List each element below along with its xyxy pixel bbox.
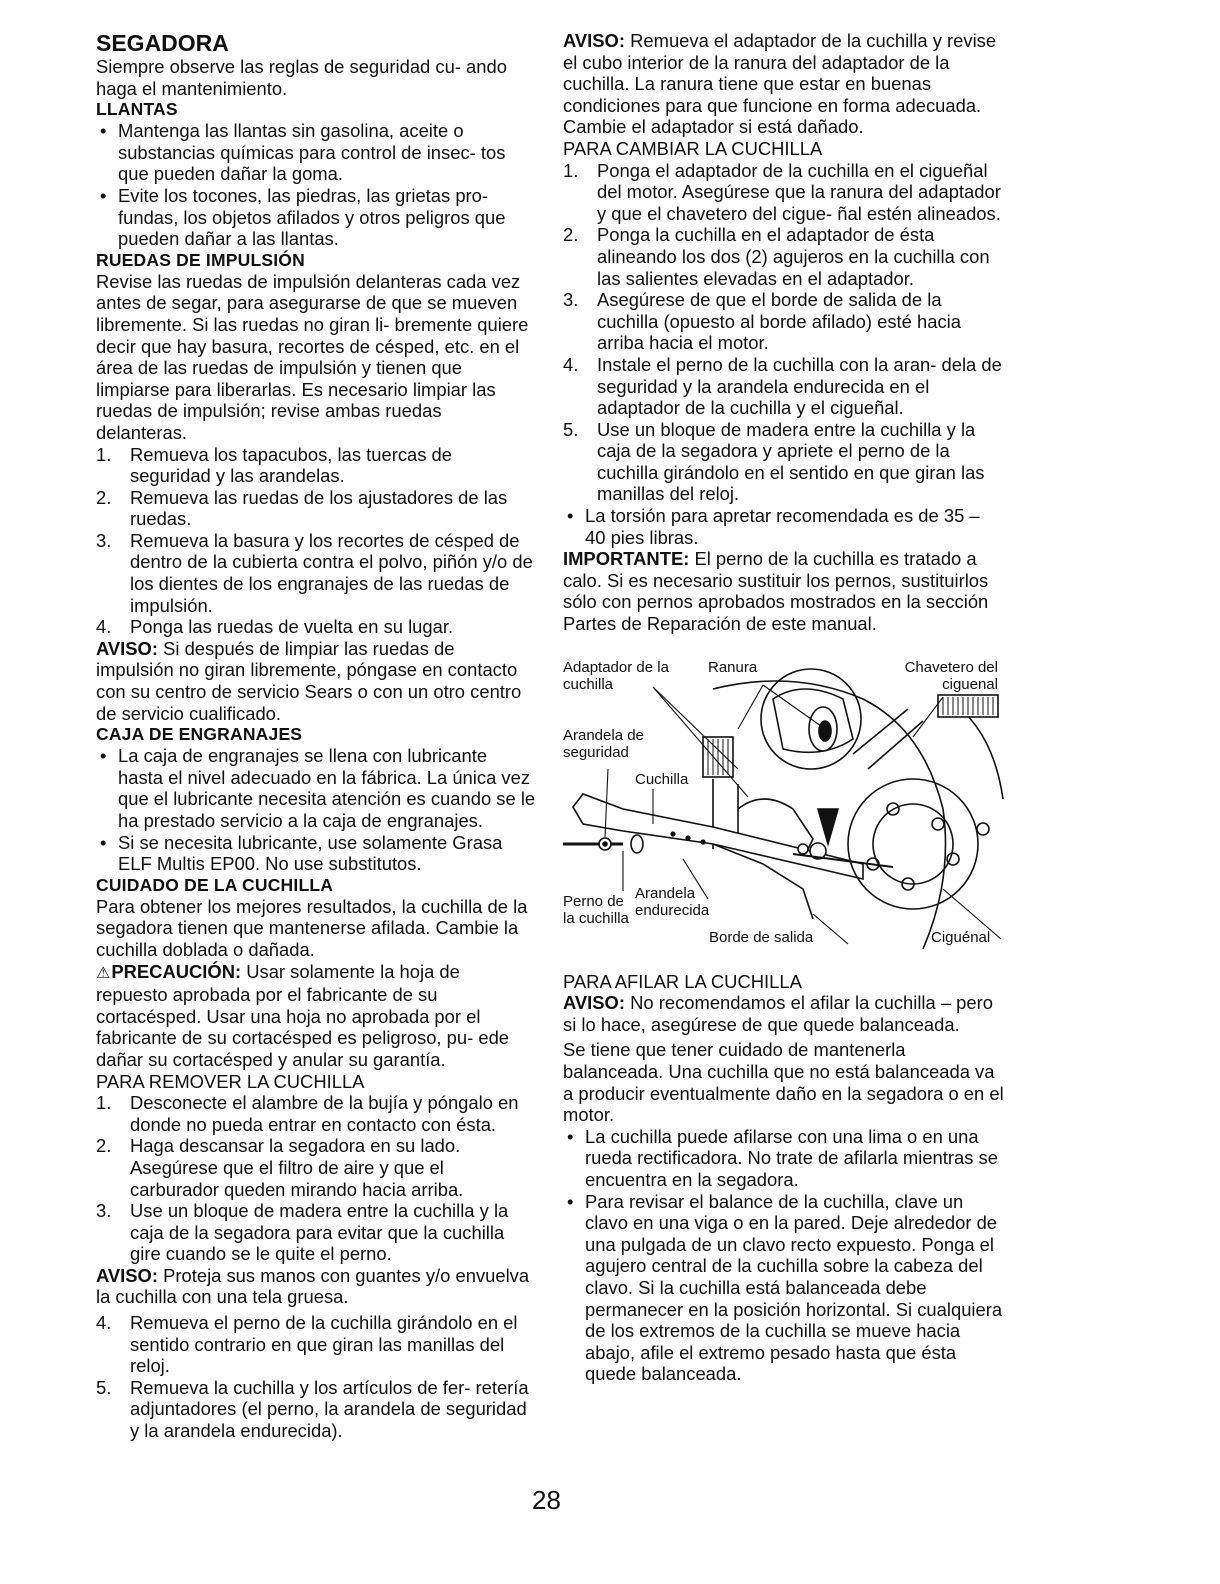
right-column <box>563 30 1005 1385</box>
list-item: 1. Desconecte el alambre de la bujía y póngalo en donde no pueda entrar en contacto con ésta. <box>96 1092 519 1135</box>
heading-cambiar: PARA CAMBIAR LA CUCHILLA <box>563 137 823 159</box>
heading-ruedas: RUEDAS DE IMPULSIÓN <box>96 249 305 270</box>
list-item: 1. Remueva los tapacubos, las tuercas de seguridad y las arandelas. <box>96 443 453 487</box>
afilar-text: Se tiene que tener cuidado de mantenerla balanceada. Una cuchilla que no está balanceada va a producir eventualmente daño en la segadora o en el motor. <box>563 1039 1004 1126</box>
label-perno: Perno de la cuchilla <box>563 892 629 927</box>
remover-steps-2 <box>96 1312 536 1442</box>
list-item: • La torsión para apretar recomendada es de 35 – 40 pies libras. <box>563 505 1005 548</box>
torsion-list <box>563 505 1005 548</box>
aviso-afilar: AVISO: No recomendamos el afilar la cuchilla – pero si lo hace, asegúrese de que quede balanceada. <box>563 992 993 1035</box>
list-item: 5. Use un bloque de madera entre la cuchilla y la caja de la segadora y apriete el perno de la cuchilla girándolo en el sentido en que giran las manillas del reloj. <box>563 418 985 505</box>
list-item: 2. Remueva las ruedas de los ajustadores de las ruedas. <box>96 486 508 530</box>
list-item: 1. Ponga el adaptador de la cuchilla en el cigueñal del motor. Asegúrese que la ranura del adaptador y que el chavetero del cigue- ñal estén alineados. <box>563 159 1001 224</box>
list-item: 2. Ponga la cuchilla en el adaptador de ésta alineando los dos (2) agujeros en la cuchilla con las salientes elevadas en el adaptador. <box>563 224 990 289</box>
list-item: • Si se necesita lubricante, use solamente Grasa ELF Multis EP00. No use substitutos. <box>96 832 536 875</box>
heading-cuidado: CUIDADO DE LA CUCHILLA <box>96 874 334 895</box>
heading-caja: CAJA DE ENGRANAJES <box>96 724 303 745</box>
ruedas-steps <box>96 444 536 638</box>
aviso-guantes: AVISO: Proteja sus manos con guantes y/o envuelva la cuchilla con una tela gruesa. <box>96 1264 530 1308</box>
caja-list <box>96 745 536 875</box>
list-item: • La cuchilla puede afilarse con una lima o en una rueda rectificadora. No trate de afilarla mientras se encuentra en la segadora. <box>563 1126 1005 1191</box>
left-column <box>96 30 536 1442</box>
aviso-adaptador: AVISO: Remueva el adaptador de la cuchilla y revise el cubo interior de la ranura del adaptador de la cuchilla. La ranura tiene que estar en buenas condiciones para que funcione en forma adecuada. Cambie el adaptador si está dañado. <box>563 30 997 138</box>
label-ranura: Ranura <box>708 658 758 676</box>
list-item: 5. Remueva la cuchilla y los artículos de fer- retería adjuntadores (el perno, la arandela de seguridad y la arandela endurecida). <box>96 1376 529 1442</box>
list-item: 2. Haga descansar la segadora en su lado. Asegúrese que el filtro de aire y que el carburador queden mirando hacia arriba. <box>96 1135 464 1200</box>
list-item: • Mantenga las llantas sin gasolina, aceite o substancias químicas para control de insec- tos que pueden dañar la goma. <box>96 120 536 185</box>
list-item: 3. Remueva la basura y los recortes de césped de dentro de la cubierta contra el polvo, piñón y/o de los dientes de los engranajes de las ruedas de impulsión. <box>96 529 533 616</box>
remover-steps <box>96 1092 536 1265</box>
aviso-ruedas: AVISO: Si después de limpiar las ruedas de impulsión no giran libremente, póngase en contacto con su centro de servicio Sears o con un otro centro de servicio cualificado. <box>96 637 522 724</box>
importante-text: IMPORTANTE: El perno de la cuchilla es tratado a calo. Si es necesario sustituir los pernos, sustituirlos sólo con pernos aprobados mostrados en la sección Partes de Reparación de este manual. <box>563 548 989 635</box>
heading-llantas: LLANTAS <box>96 99 178 120</box>
list-item: 3. Use un bloque de madera entre la cuchilla y la caja de la segadora para evitar que la cuchilla gire cuando se le quite el perno. <box>96 1200 509 1265</box>
section-title-segadora: SEGADORA <box>96 30 229 56</box>
label-adaptador: Adaptador de la cuchilla <box>563 658 669 693</box>
list-item: 4. Instale el perno de la cuchilla con la aran- dela de seguridad y la arandela endurecida en el adaptador de la cuchilla y el cigueñal. <box>563 353 1002 419</box>
afilar-list <box>563 1126 1005 1385</box>
label-ciguenal: Ciguénal <box>931 928 991 946</box>
label-chavetero: Chavetero del ciguenal <box>904 658 998 693</box>
list-item: • Para revisar el balance de la cuchilla, clave un clavo en una viga o en la pared. Deje alrededor de una pulgada de un clavo recto expuesto. Ponga el agujero central de la cuchilla sobre la cabeza del clavo. Si la cuchilla está balanceada debe permanecer en la posición horizontal. Si cualquiera de los extremos de la cuchilla se mueve hacia abajo, afile el extremo pesado hasta que ésta quede balanceada. <box>563 1191 1005 1385</box>
blade-assembly-diagram <box>563 659 1005 961</box>
heading-afilar: PARA AFILAR LA CUCHILLA <box>563 970 802 992</box>
label-arandela-seguridad: Arandela de seguridad <box>563 726 644 761</box>
llantas-list <box>96 120 536 250</box>
warning-icon: ⚠ <box>96 964 111 982</box>
list-item: 4. Remueva el perno de la cuchilla girándolo en el sentido contrario en que giran las manillas del reloj. <box>96 1312 518 1377</box>
cambiar-steps <box>563 160 1005 506</box>
precaucion-text: ⚠PRECAUCIÓN: Usar solamente la hoja de repuesto aprobada por el fabricante de su cortacésped. Usar una hoja no aprobada por el fabricante de su cortacésped es peligroso, pu- ede dañar su cortacésped y anular su garantía. <box>96 960 510 1070</box>
heading-remover: PARA REMOVER LA CUCHILLA <box>96 1070 365 1092</box>
page-number: 28 <box>532 1485 561 1515</box>
list-item: • La caja de engranajes se llena con lubricante hasta el nivel adecuado en la fábrica. La única vez que el lubricante necesita atención es cuando se le ha prestado servicio a la caja de engranajes. <box>96 745 536 831</box>
ruedas-text: Revise las ruedas de impulsión delanteras cada vez antes de segar, para asegurarse de que se mueven libremente. Si las ruedas no giran li- bremente quiere decir que hay basura, recortes de césped, etc. en el área de las ruedas de impulsión y tienen que limpiarse para liberarlas. Es necesario limpiar las ruedas de impulsión; revise ambas ruedas delanteras. <box>96 270 529 443</box>
list-item: • Evite los tocones, las piedras, las grietas pro- fundas, los objetos afilados y otros peligros que pueden dañar a las llantas. <box>96 185 536 250</box>
intro-text: Siempre observe las reglas de seguridad cu- ando haga el mantenimiento. <box>96 56 507 99</box>
list-item: 3. Asegúrese de que el borde de salida de la cuchilla (opuesto al borde afilado) esté hacia arriba hacia el motor. <box>563 289 961 354</box>
list-item: 4. Ponga las ruedas de vuelta en su lugar. <box>96 616 454 638</box>
cuidado-text: Para obtener los mejores resultados, la cuchilla de la segadora tienen que mantenerse afilada. Cambie la cuchilla doblada o dañada. <box>96 895 528 960</box>
label-cuchilla: Cuchilla <box>635 770 689 788</box>
label-arandela-endurecida: Arandela endurecida <box>635 884 710 919</box>
label-borde-salida: Borde de salida <box>709 928 814 946</box>
